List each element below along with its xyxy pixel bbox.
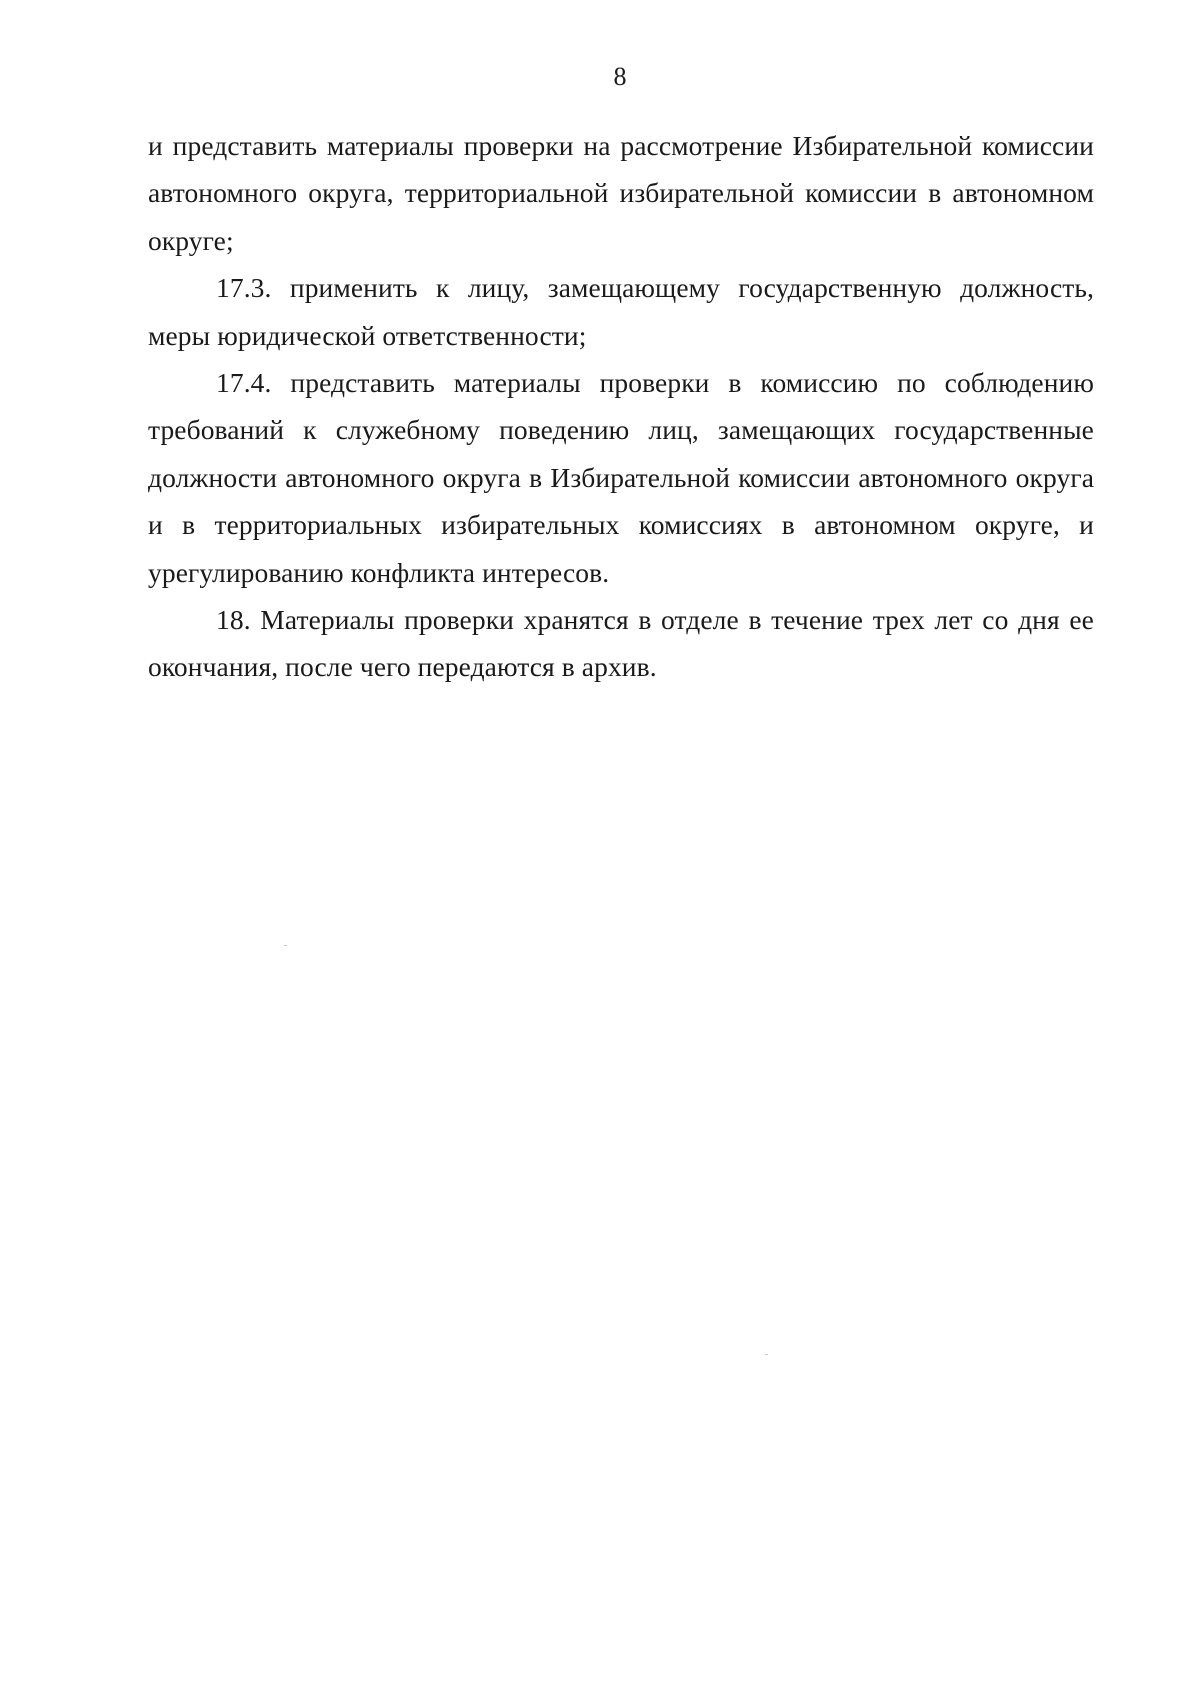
paragraph-17-3: 17.3. применить к лицу, замещающему государственную должность, меры юридической ответственности; xyxy=(148,272,1094,351)
page-number: 8 xyxy=(613,62,627,91)
paragraph-18: 18. Материалы проверки хранятся в отделе в течение трех лет со дня ее окончания, после чего передаются в архив. xyxy=(148,604,1094,683)
paragraph-continuation: и представить материалы проверки на рассмотрение Избирательной комиссии автономного округа, территориальной избирательной комиссии в автономном округе; xyxy=(148,130,1094,256)
scan-artifact xyxy=(284,945,287,946)
paragraph-17-4: 17.4. представить материалы проверки в комиссию по соблюдению требований к служебному поведению лиц, замещающих государственные должности автономного округа в Избирательной комиссии автономного округа и в территориальных избирательных комиссиях в автономном округе, и урегулированию конфликта интересов. xyxy=(148,367,1094,588)
scan-artifact xyxy=(765,1354,768,1355)
document-body xyxy=(148,122,1094,691)
